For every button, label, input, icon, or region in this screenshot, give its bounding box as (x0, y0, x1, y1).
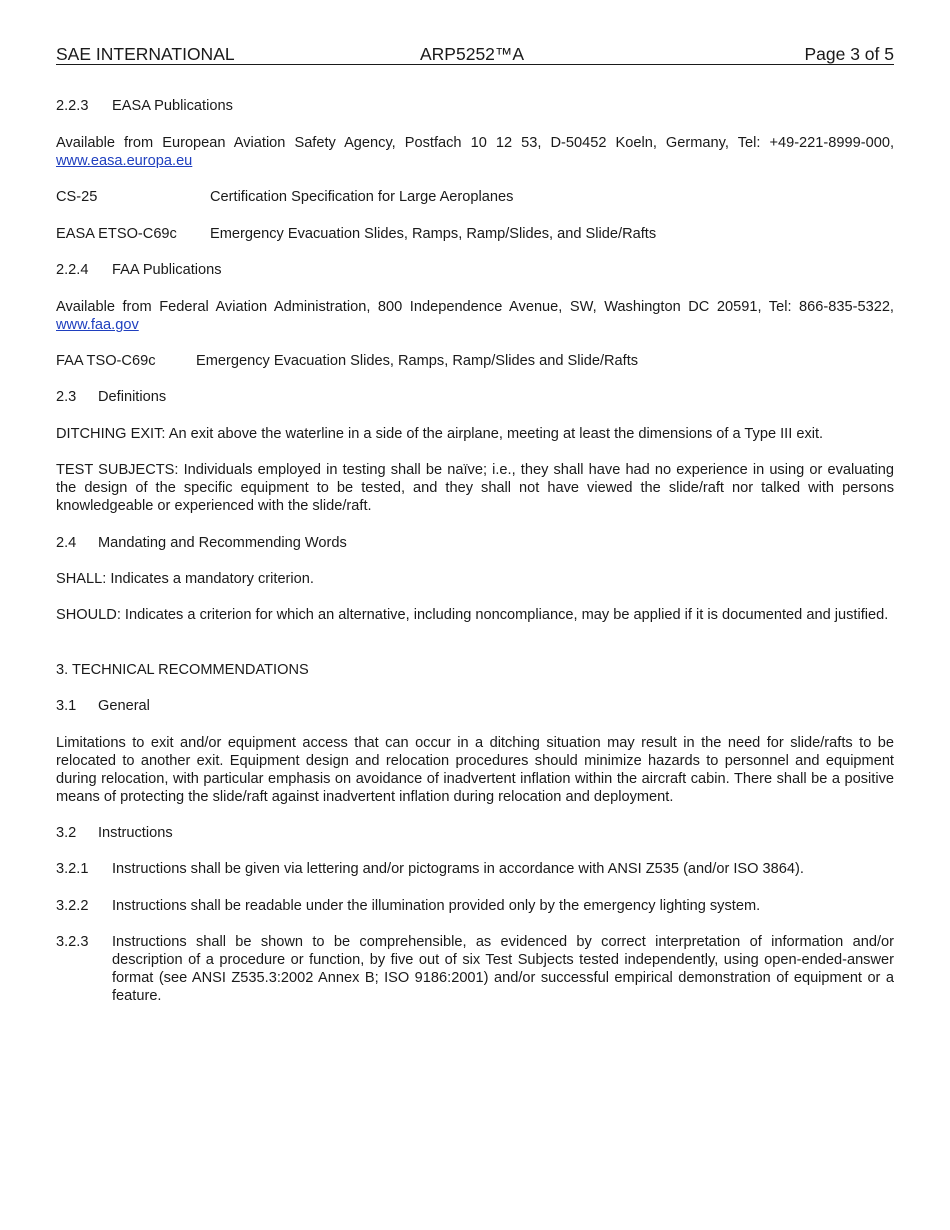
header-org: SAE INTERNATIONAL (56, 44, 235, 64)
item-text: Instructions shall be shown to be comprehensible, as evidenced by correct interpretation of information and/or description of a procedure or function, by five out of six Test Subjects tested independently, using open-ended-answer format (see ANSI Z535.3:2002 Annex B; ISO 9186:2001) and/or successful empirical demonstration of equipment or a feature. (112, 934, 894, 1004)
section-heading-3-2 (56, 824, 894, 842)
reference-row (56, 352, 894, 370)
section-number: 3.2 (56, 825, 77, 841)
definition-shall: SHALL: Indicates a mandatory criterion. (56, 571, 314, 587)
definition-ditching-exit: DITCHING EXIT: An exit above the waterline in a side of the airplane, meeting at least the dimensions of a Type III exit. (56, 426, 824, 442)
section-title: Definitions (98, 389, 167, 405)
faa-availability (56, 298, 894, 334)
reference-row (56, 188, 894, 206)
faa-link[interactable]: www.faa.gov (56, 317, 139, 333)
section-number: 2.2.3 (56, 98, 89, 114)
easa-link[interactable]: www.easa.europa.eu (56, 153, 193, 169)
reference-code: CS-25 (56, 189, 98, 205)
section-heading-2-2-4 (56, 261, 894, 279)
section-number: 2.2.4 (56, 262, 89, 278)
general-paragraph: Limitations to exit and/or equipment access that can occur in a ditching situation may result in the need for slide/rafts to be relocated to another exit. Equipment design and relocation procedures should minimize hazards to personnel and equipment during relocation, with particular emphasis on avoidance of inadvertent inflation within the aircraft cabin. There shall be a positive means of protecting the slide/raft against inadvertent inflation during relocation and deployment. (56, 735, 894, 805)
section-heading-2-2-3 (56, 97, 894, 115)
reference-row (56, 225, 894, 243)
header-page-number: Page 3 of 5 (804, 44, 894, 64)
easa-availability-text: Available from European Aviation Safety Agency, Postfach 10 12 53, D-50452 Koeln, Germany, Tel: +49-221-8999-000, (56, 135, 894, 151)
reference-code: EASA ETSO-C69c (56, 226, 177, 242)
definition-test-subjects: TEST SUBJECTS: Individuals employed in testing shall be naïve; i.e., they shall have had no experience in using or evaluating the design of the specific equipment to be tested, and they shall not have viewed the slide/raft nor talked with persons knowledgeable or experienced with the slide/raft. (56, 462, 894, 514)
section-title: EASA Publications (112, 98, 233, 114)
section-title: FAA Publications (112, 262, 222, 278)
section-number: 2.4 (56, 535, 77, 551)
list-item (56, 933, 894, 1005)
section-number: 3.1 (56, 698, 77, 714)
section-heading-3-1 (56, 697, 894, 715)
item-text: Instructions shall be readable under the illumination provided only by the emergency lighting system. (112, 898, 761, 914)
section-number: 2.3 (56, 389, 77, 405)
faa-availability-text: Available from Federal Aviation Administration, 800 Independence Avenue, SW, Washington DC 20591, Tel: 866-835-5322, (56, 299, 894, 315)
item-text: Instructions shall be given via lettering and/or pictograms in accordance with ANSI Z535 (and/or ISO 3864). (112, 861, 804, 877)
section-title: General (98, 698, 150, 714)
reference-code: FAA TSO-C69c (56, 353, 156, 369)
reference-title: Emergency Evacuation Slides, Ramps, Ramp/Slides, and Slide/Rafts (210, 226, 657, 242)
section-title: Mandating and Recommending Words (98, 535, 347, 551)
reference-title: Emergency Evacuation Slides, Ramps, Ramp/Slides and Slide/Rafts (196, 353, 639, 369)
definition-should: SHOULD: Indicates a criterion for which an alternative, including noncompliance, may be applied if it is documented and justified. (56, 607, 889, 623)
list-item (56, 897, 894, 915)
page-header (56, 44, 894, 65)
header-doc-id: ARP5252™A (420, 44, 525, 64)
item-number: 3.2.1 (56, 861, 89, 877)
section-heading-2-4 (56, 534, 894, 552)
section-title: Instructions (98, 825, 173, 841)
reference-title: Certification Specification for Large Aeroplanes (210, 189, 514, 205)
easa-availability (56, 134, 894, 170)
section-heading-3: 3. TECHNICAL RECOMMENDATIONS (56, 662, 309, 678)
section-heading-2-3 (56, 388, 894, 406)
item-number: 3.2.3 (56, 934, 89, 950)
item-number: 3.2.2 (56, 898, 89, 914)
list-item (56, 860, 894, 878)
